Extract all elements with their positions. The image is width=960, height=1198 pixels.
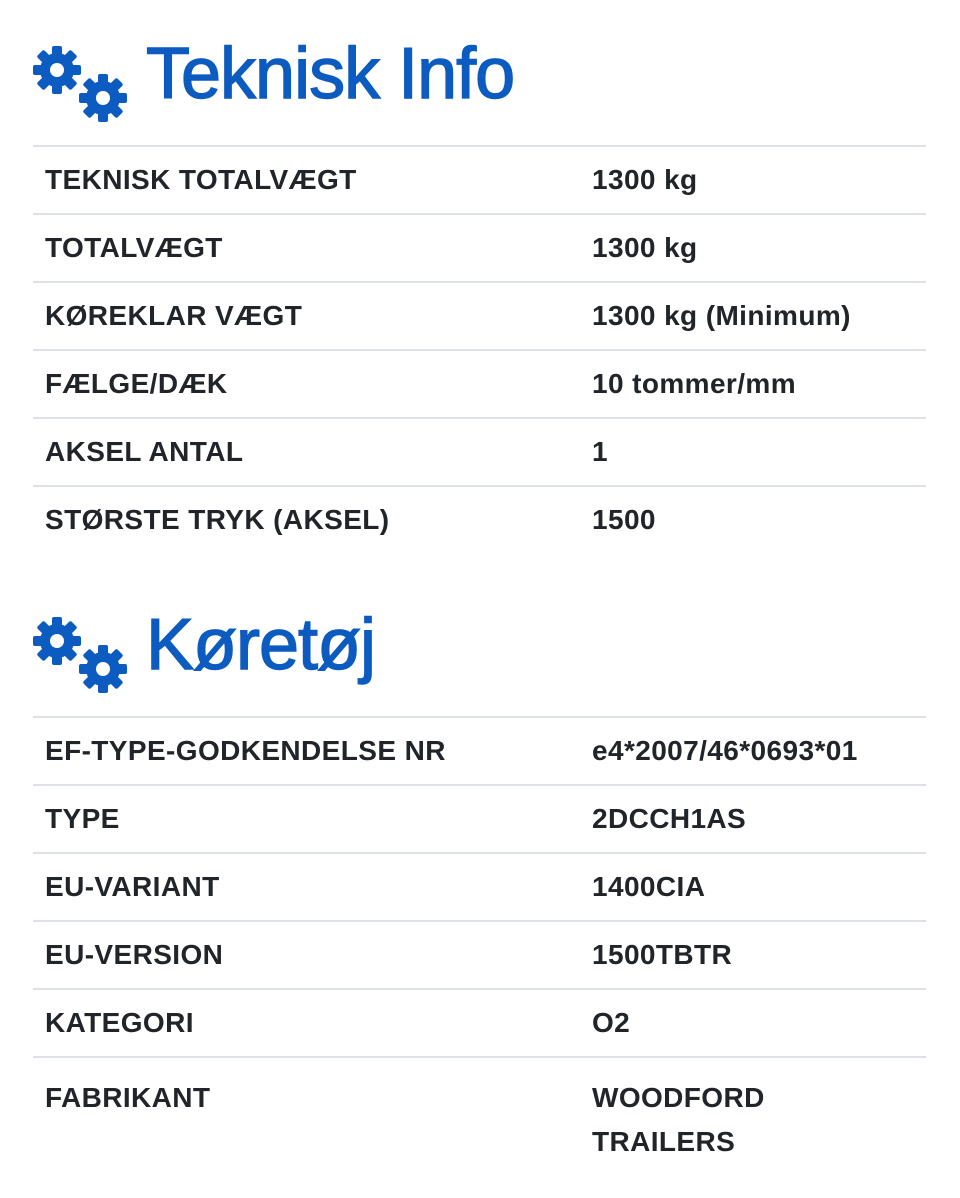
row-value: 1300 kg xyxy=(592,164,698,195)
row-value: O2 xyxy=(592,1007,631,1038)
row-value: 1 xyxy=(592,436,608,467)
table-row xyxy=(33,146,926,214)
row-label: TEKNISK TOTALVÆGT xyxy=(45,164,357,195)
section-header xyxy=(33,0,926,145)
spec-table xyxy=(33,145,926,553)
table-row xyxy=(33,921,926,989)
spec-table xyxy=(33,716,926,1188)
row-value: 1400CIA xyxy=(592,871,706,902)
row-value: WOODFORD TRAILERS xyxy=(592,1082,765,1157)
row-label: FABRIKANT xyxy=(45,1082,211,1113)
table-row xyxy=(33,989,926,1057)
section-header xyxy=(33,571,926,716)
row-label: KØREKLAR VÆGT xyxy=(45,300,303,331)
row-label: EU-VERSION xyxy=(45,939,224,970)
row-label: FÆLGE/DÆK xyxy=(45,368,228,399)
table-row xyxy=(33,1057,926,1188)
section-koretoj xyxy=(33,571,926,1188)
row-label: TYPE xyxy=(45,803,120,834)
table-row xyxy=(33,486,926,553)
row-value: 1500 xyxy=(592,504,656,535)
row-label: EF-TYPE-GODKENDELSE NR xyxy=(45,735,446,766)
table-row xyxy=(33,214,926,282)
table-row xyxy=(33,717,926,785)
row-label: STØRSTE TRYK (AKSEL) xyxy=(45,504,390,535)
row-label: AKSEL ANTAL xyxy=(45,436,244,467)
row-value: 2DCCH1AS xyxy=(592,803,747,834)
row-value: 1300 kg (Minimum) xyxy=(592,300,851,331)
row-label: EU-VARIANT xyxy=(45,871,220,902)
row-value: 1500TBTR xyxy=(592,939,733,970)
section-title: Teknisk Info xyxy=(146,34,515,114)
gears-icon xyxy=(33,44,129,124)
table-row xyxy=(33,785,926,853)
row-value: 1300 kg xyxy=(592,232,698,263)
section-title: Køretøj xyxy=(146,605,376,685)
table-row xyxy=(33,282,926,350)
gears-icon xyxy=(33,615,129,695)
row-label: KATEGORI xyxy=(45,1007,194,1038)
table-row xyxy=(33,350,926,418)
section-teknisk-info xyxy=(33,0,926,553)
row-value: e4*2007/46*0693*01 xyxy=(592,735,858,766)
table-row xyxy=(33,853,926,921)
row-value: 10 tommer/mm xyxy=(592,368,796,399)
table-row xyxy=(33,418,926,486)
row-label: TOTALVÆGT xyxy=(45,232,223,263)
